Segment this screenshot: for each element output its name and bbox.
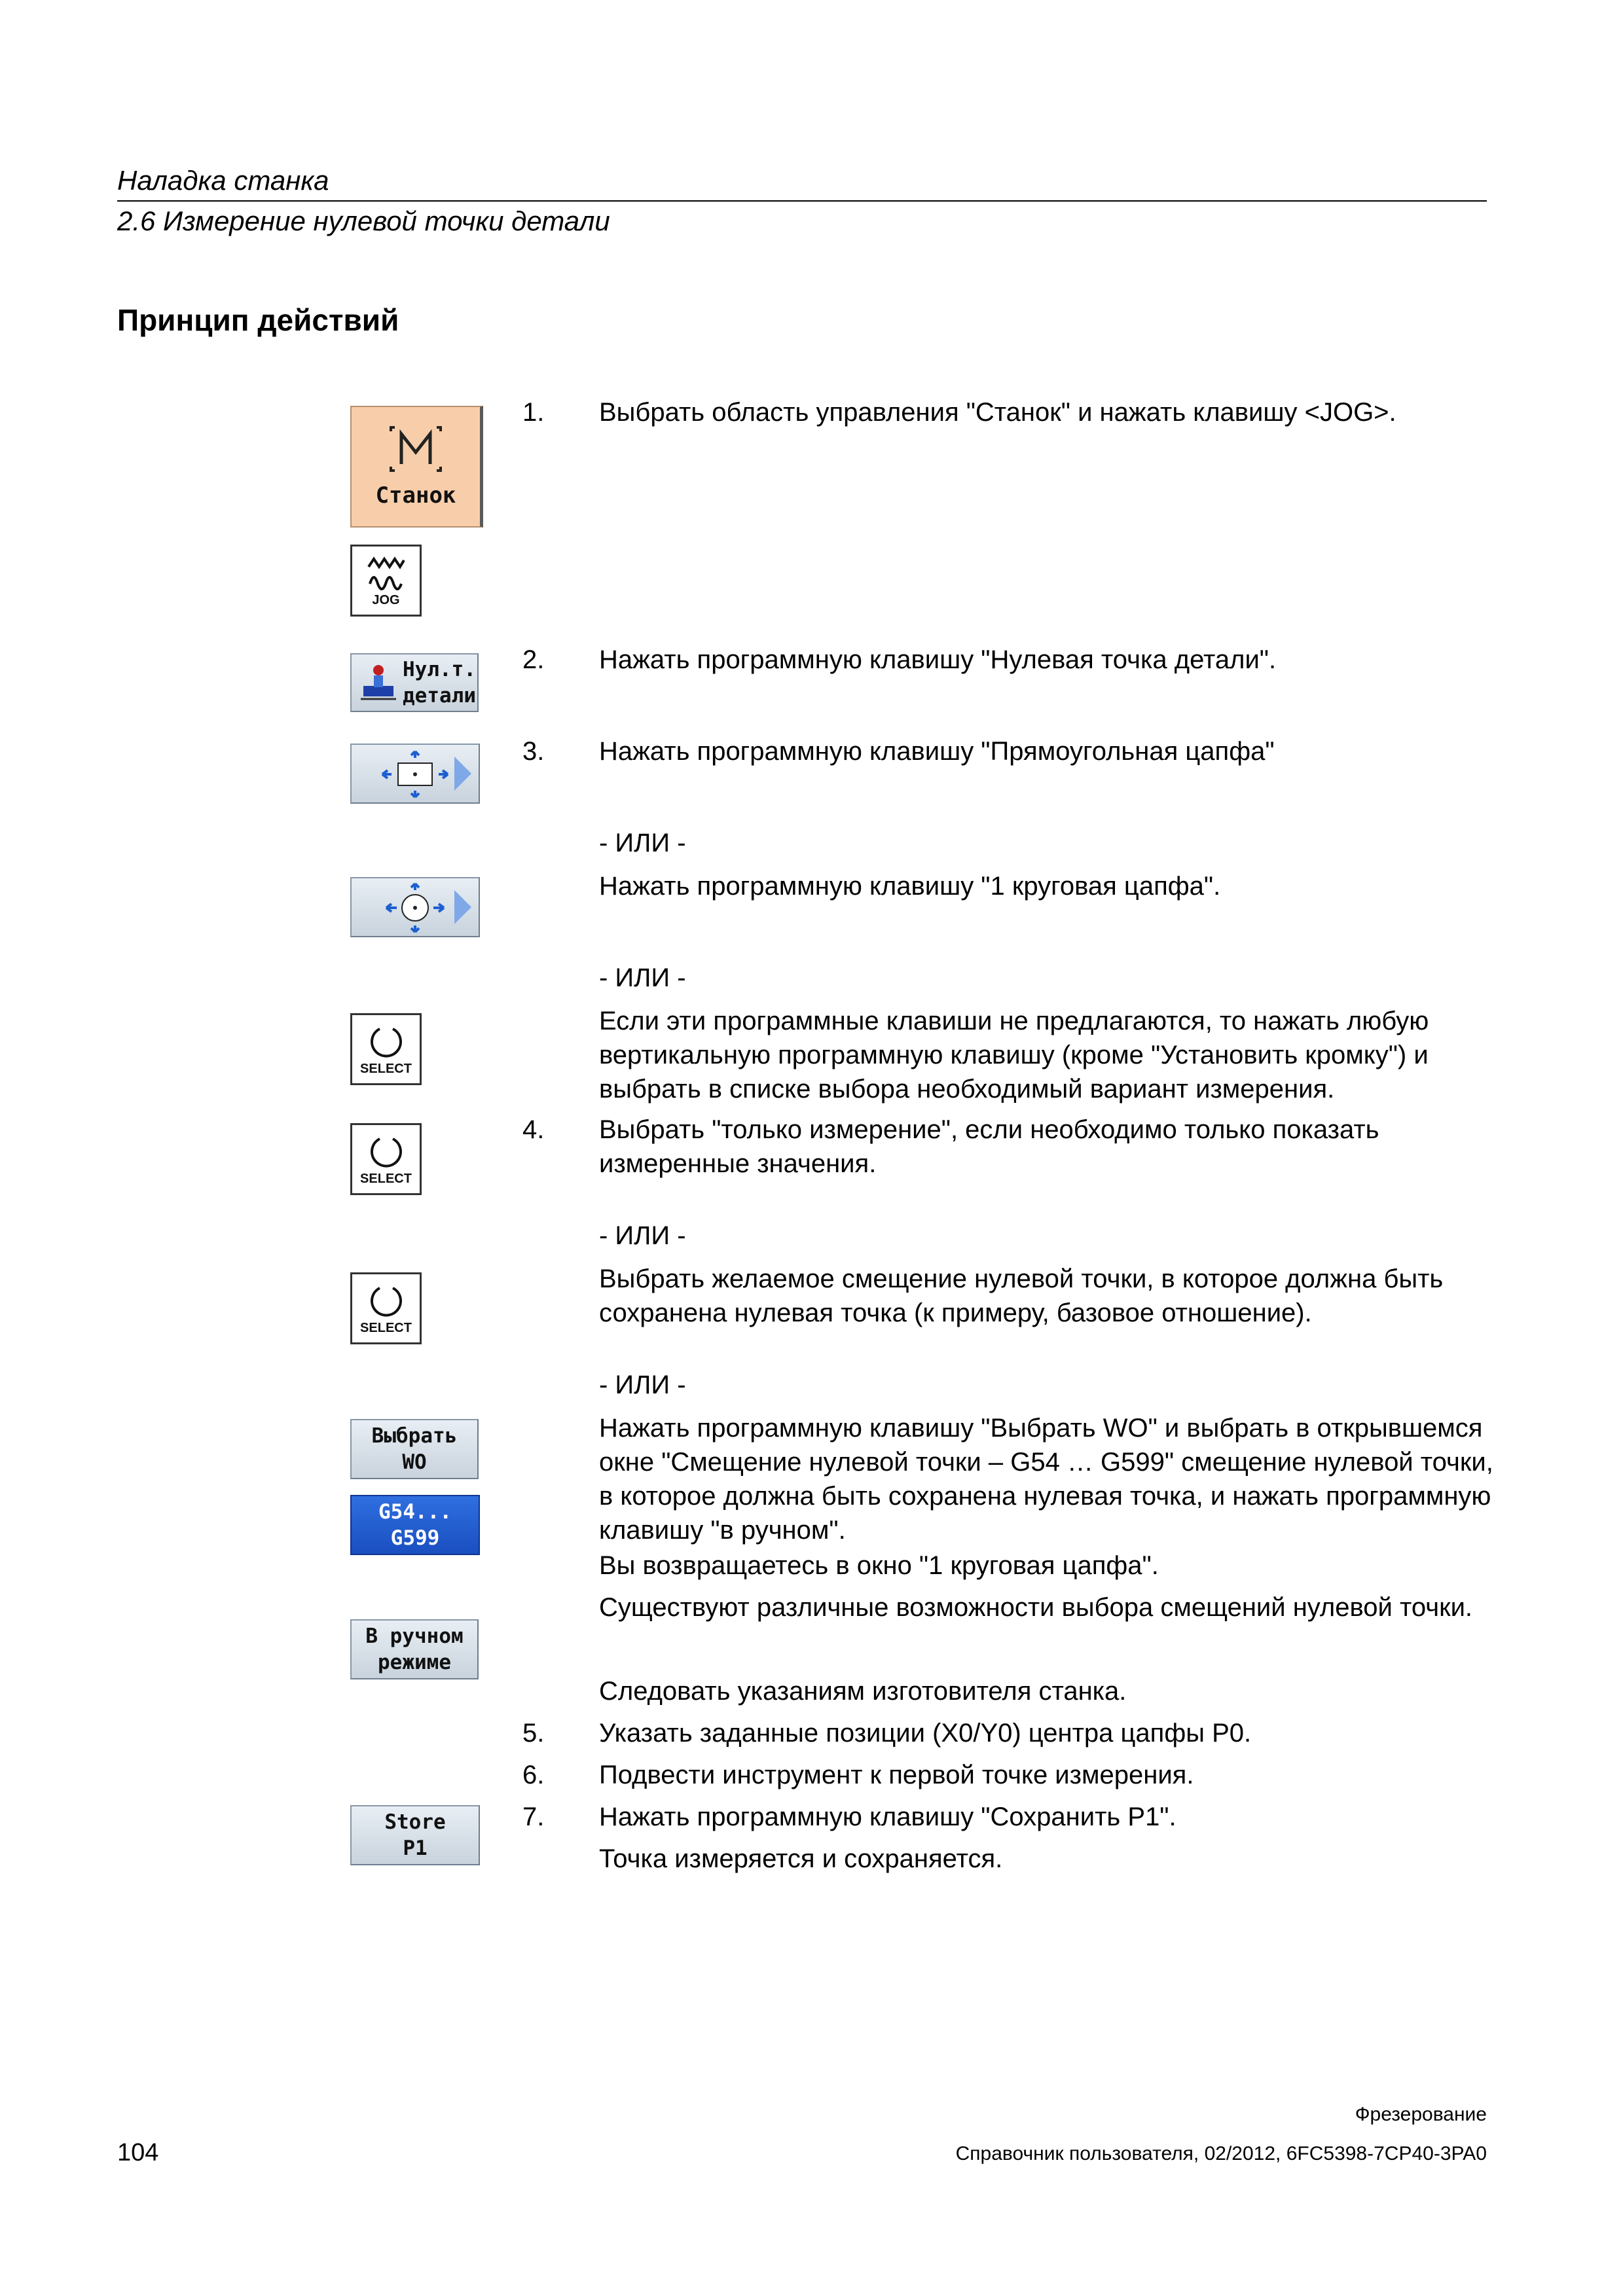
manual-mode-line2: режиме: [378, 1651, 451, 1674]
workpiece-zero-line2: детали: [403, 684, 476, 708]
workpiece-zero-softkey[interactable]: [350, 653, 479, 712]
machine-area-button[interactable]: [350, 406, 483, 528]
g54-line1: G54...: [378, 1500, 452, 1524]
select-key-1[interactable]: [350, 1013, 422, 1085]
circular-spigot-softkey[interactable]: [350, 877, 480, 937]
g54-line2: G599: [390, 1526, 440, 1550]
or-separator: - ИЛИ -: [599, 963, 686, 992]
step-number: 1.: [522, 398, 545, 427]
running-header-section: 2.6 Измерение нулевой точки детали: [117, 206, 610, 236]
or-separator: - ИЛИ -: [599, 1221, 686, 1250]
step-number: 4.: [522, 1115, 545, 1144]
store-p1-line2: P1: [403, 1837, 428, 1860]
step-text: Если эти программные клавиши не предлагаются, то нажать любую вертикальную программную клавишу (кроме "Установить кромку") и выбрать в списке выбора необходимый вариант измерения.: [599, 1007, 1429, 1103]
workpiece-zero-line1: Нул.т.: [403, 658, 476, 681]
manual-mode-line1: В ручном: [365, 1624, 464, 1648]
running-header-chapter: Наладка станка: [117, 165, 329, 196]
g54-g599-softkey[interactable]: [350, 1495, 480, 1555]
select-wo-softkey[interactable]: [350, 1419, 479, 1479]
step-number: 5.: [522, 1719, 545, 1748]
select-key-3[interactable]: [350, 1272, 422, 1344]
step-text: Выбрать область управления "Станок" и нажать клавишу <JOG>.: [599, 398, 1396, 427]
step-text: Выбрать желаемое смещение нулевой точки, в которое должна быть сохранена нулевая точка (к примеру, базовое отношение).: [599, 1265, 1444, 1327]
page-number: 104: [117, 2139, 159, 2166]
step-text: Точка измеряется и сохраняется.: [599, 1844, 1003, 1873]
jog-key-label: JOG: [372, 592, 400, 607]
manual-mode-softkey[interactable]: [350, 1619, 479, 1679]
step-text: Выбрать "только измерение", если необходимо только показать измеренные значения.: [599, 1115, 1379, 1178]
select-key-label: SELECT: [360, 1061, 412, 1076]
step-text: Нажать программную клавишу "Прямоугольная цапфа": [599, 737, 1275, 766]
footer-manual: Справочник пользователя, 02/2012, 6FC5398-7CP40-3PA0: [955, 2143, 1487, 2164]
select-key-label: SELECT: [360, 1320, 412, 1335]
workpiece-probe-icon: [358, 660, 399, 706]
or-separator: - ИЛИ -: [599, 829, 686, 857]
jog-key[interactable]: [350, 545, 422, 617]
step-text: Вы возвращаетесь в окно "1 круговая цапфа".: [599, 1551, 1159, 1580]
step-number: 7.: [522, 1803, 545, 1831]
header-rule: [117, 200, 1487, 202]
step-text: Указать заданные позиции (X0/Y0) центра цапфы P0.: [599, 1719, 1252, 1748]
select-wo-line2: WO: [402, 1450, 427, 1474]
select-key-label: SELECT: [360, 1171, 412, 1186]
step-text: Подвести инструмент к первой точке измерения.: [599, 1761, 1194, 1789]
or-separator: - ИЛИ -: [599, 1371, 686, 1399]
step-text: Следовать указаниям изготовителя станка.: [599, 1677, 1127, 1706]
select-key-2[interactable]: [350, 1123, 422, 1195]
machine-m-icon: [388, 425, 443, 473]
step-text: Нажать программную клавишу "Сохранить P1".: [599, 1803, 1176, 1831]
section-title: Принцип действий: [117, 303, 399, 337]
circular-spigot-icon: [356, 881, 474, 933]
jog-wave-icon: [363, 554, 409, 593]
store-p1-softkey[interactable]: [350, 1805, 480, 1865]
step-number: 2.: [522, 645, 545, 674]
rectangular-spigot-softkey[interactable]: [350, 744, 480, 804]
store-p1-line1: Store: [384, 1810, 446, 1834]
select-circle-icon: [367, 1282, 406, 1321]
footer-product: Фрезерование: [1355, 2104, 1487, 2125]
step-number: 3.: [522, 737, 545, 766]
select-circle-icon: [367, 1132, 406, 1172]
step-text: Нажать программную клавишу "Нулевая точка детали".: [599, 645, 1277, 674]
step-text: Нажать программную клавишу "Выбрать WO" и выбрать в открывшемся окне "Смещение нулевой точки – G54 … G599" смещение нулевой точки, в которое должна быть сохранена нулевая точка, и нажать программную клавишу "в ручном".: [599, 1414, 1493, 1545]
machine-area-label: Станок: [375, 482, 456, 509]
step-text: Существуют различные возможности выбора смещений нулевой точки.: [599, 1593, 1473, 1622]
select-circle-icon: [367, 1022, 406, 1062]
select-wo-line1: Выбрать: [371, 1424, 458, 1448]
step-text: Нажать программную клавишу "1 круговая цапфа".: [599, 872, 1221, 901]
rectangular-spigot-icon: [356, 747, 474, 800]
step-number: 6.: [522, 1761, 545, 1789]
